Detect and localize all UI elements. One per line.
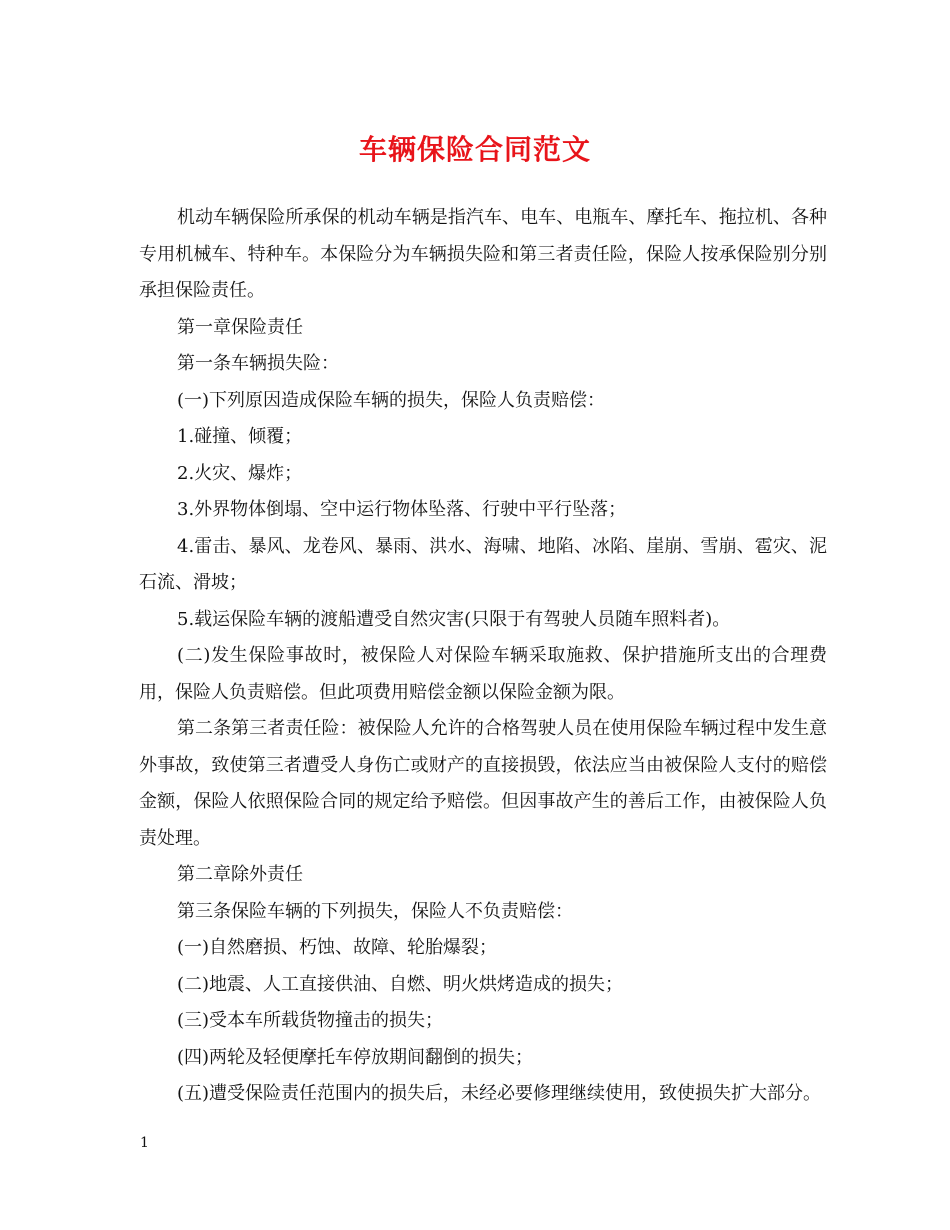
paragraph: (一)下列原因造成保险车辆的损失，保险人负责赔偿：: [177, 389, 606, 411]
article-heading: 第三条保险车辆的下列损失，保险人不负责赔偿：: [177, 900, 573, 922]
page-number: 1: [140, 1135, 149, 1151]
document-body: [139, 200, 827, 1113]
chapter-heading: 第一章保险责任: [177, 316, 303, 338]
list-item: (四)两轮及轻便摩托车停放期间翻倒的损失；: [177, 1046, 534, 1068]
list-item: 5.载运保险车辆的渡船遭受自然灾害(只限于有驾驶人员随车照料者)。: [177, 608, 731, 630]
list-item: (三)受本车所载货物撞击的损失；: [177, 1010, 444, 1031]
list-item: (二)地震、人工直接供油、自燃、明火烘烤造成的损失；: [177, 973, 624, 995]
paragraph: (二)发生保险事故时，被保险人对保险车辆采取施救、保护措施所支出的合理费用，保险人负责赔偿。但此项费用赔偿金额以保险金额为限。: [139, 645, 827, 703]
document-title: 车辆保险合同范文: [358, 133, 591, 166]
list-item: (五)遭受保险责任范围内的损失后，未经必要修理继续使用，致使损失扩大部分。: [177, 1083, 822, 1104]
list-item: 3.外界物体倒塌、空中运行物体坠落、行驶中平行坠落；: [177, 499, 627, 520]
paragraph: 第二条第三者责任险：被保险人允许的合格驾驶人员在使用保险车辆过程中发生意外事故，致使第三者遭受人身伤亡或财产的直接损毁，依法应当由被保险人支付的赔偿金额，保险人依照保险合同的规定给予赔偿。但因事故产生的善后工作，由被保险人负责处理。: [139, 718, 827, 849]
paragraph: 机动车辆保险所承保的机动车辆是指汽车、电车、电瓶车、摩托车、拖拉机、各种专用机械车、特种车。本保险分为车辆损失险和第三者责任险，保险人按承保险别分别承担保险责任。: [139, 207, 827, 301]
list-item: 2.火灾、爆炸；: [177, 462, 303, 484]
list-item: 4.雷击、暴风、龙卷风、暴雨、洪水、海啸、地陷、冰陷、崖崩、雪崩、雹灾、泥石流、滑坡；: [139, 535, 827, 593]
list-item: 1.碰撞、倾覆；: [177, 426, 303, 447]
chapter-heading: 第二章除外责任: [177, 864, 303, 885]
list-item: (一)自然磨损、朽蚀、故障、轮胎爆裂；: [177, 937, 498, 958]
article-heading: 第一条车辆损失险：: [177, 353, 339, 374]
